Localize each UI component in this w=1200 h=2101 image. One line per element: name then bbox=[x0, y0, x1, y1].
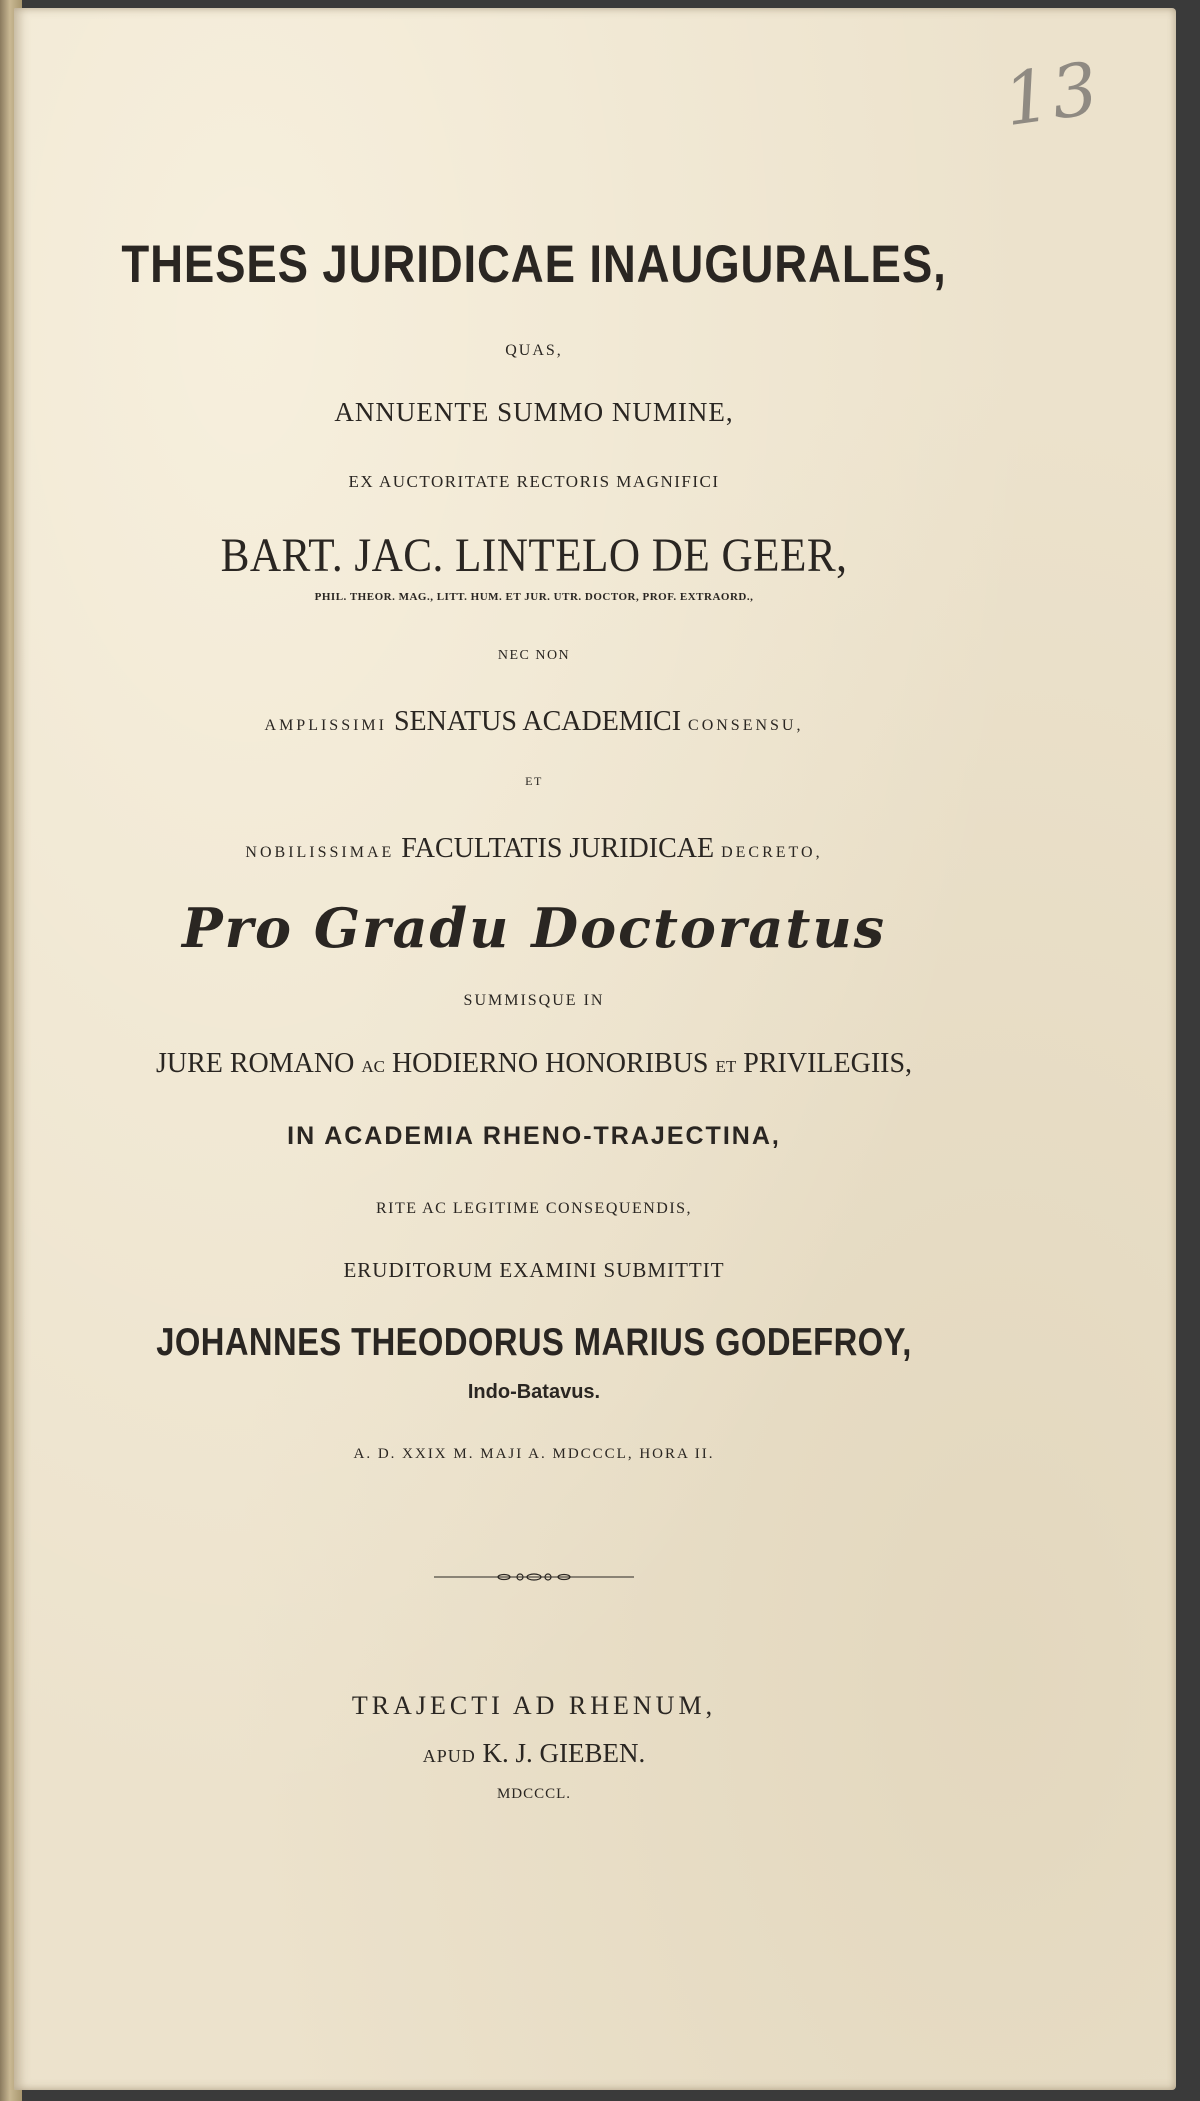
nec-non-line: NEC NON bbox=[497, 648, 571, 663]
facultas-line bbox=[14, 833, 1054, 865]
rite-line: RITE AC LEGITIME CONSEQUENDIS, bbox=[375, 1200, 693, 1217]
jure-part3: PRIVILEGIIS, bbox=[743, 1048, 913, 1079]
academia-line: IN ACADEMIA RHENO-TRAJECTINA, bbox=[287, 1122, 781, 1150]
thesis-title: THESES JURIDICAE INAUGURALES, bbox=[121, 235, 947, 294]
jure-line bbox=[14, 1048, 1054, 1080]
author-name: JOHANNES THEODORUS MARIUS GODEFROY, bbox=[156, 1321, 912, 1364]
title-page bbox=[14, 8, 1176, 2090]
eruditorum-line: ERUDITORUM EXAMINI SUBMITTIT bbox=[343, 1258, 725, 1282]
publisher-name: K. J. GIEBEN. bbox=[482, 1738, 646, 1768]
imprint-year: MDCCCL. bbox=[496, 1786, 572, 1802]
senatus-pre: AMPLISSIMI bbox=[264, 717, 387, 734]
senatus-main: SENATUS ACADEMICI bbox=[393, 706, 682, 737]
annuente-line: ANNUENTE SUMMO NUMINE, bbox=[334, 397, 734, 427]
senatus-post: CONSENSU, bbox=[688, 717, 804, 734]
author-origin: Indo-Batavus. bbox=[467, 1381, 601, 1403]
gradus-blackletter: Pro Gradu Doctoratus bbox=[182, 896, 886, 960]
imprint-place: TRAJECTI AD RHENUM, bbox=[351, 1691, 717, 1720]
facultas-main: FACULTATIS JURIDICAE bbox=[401, 833, 715, 864]
ornament-divider bbox=[14, 1572, 1054, 1582]
et-line: ET bbox=[525, 774, 543, 788]
jure-part2: HODIERNO HONORIBUS bbox=[391, 1048, 709, 1079]
publisher-apud: APUD bbox=[422, 1746, 476, 1766]
publisher-line bbox=[14, 1738, 1054, 1769]
senatus-line bbox=[14, 706, 1054, 738]
quas-line: QUAS, bbox=[505, 342, 563, 359]
facultas-pre: NOBILISSIMAE bbox=[245, 844, 395, 861]
ornament-rule-icon bbox=[434, 1572, 634, 1582]
auctoritate-line: EX AUCTORITATE RECTORIS MAGNIFICI bbox=[348, 472, 720, 491]
jure-part1: JURE ROMANO bbox=[155, 1048, 355, 1079]
defense-date: A. D. XXIX M. MAJI A. MDCCCL, HORA II. bbox=[353, 1446, 715, 1462]
page-content bbox=[14, 8, 1054, 2090]
rector-name: BART. JAC. LINTELO DE GEER, bbox=[220, 529, 848, 582]
facultas-post: DECRETO, bbox=[721, 844, 823, 861]
jure-ac: AC bbox=[361, 1057, 385, 1076]
rector-titles: PHIL. THEOR. MAG., LITT. HUM. ET JUR. UTR. DOCTOR, PROF. EXTRAORD., bbox=[314, 591, 754, 603]
summisque-line: SUMMISQUE IN bbox=[463, 992, 605, 1009]
jure-et: ET bbox=[715, 1057, 737, 1076]
pencil-annotation: 13 bbox=[998, 45, 1106, 143]
